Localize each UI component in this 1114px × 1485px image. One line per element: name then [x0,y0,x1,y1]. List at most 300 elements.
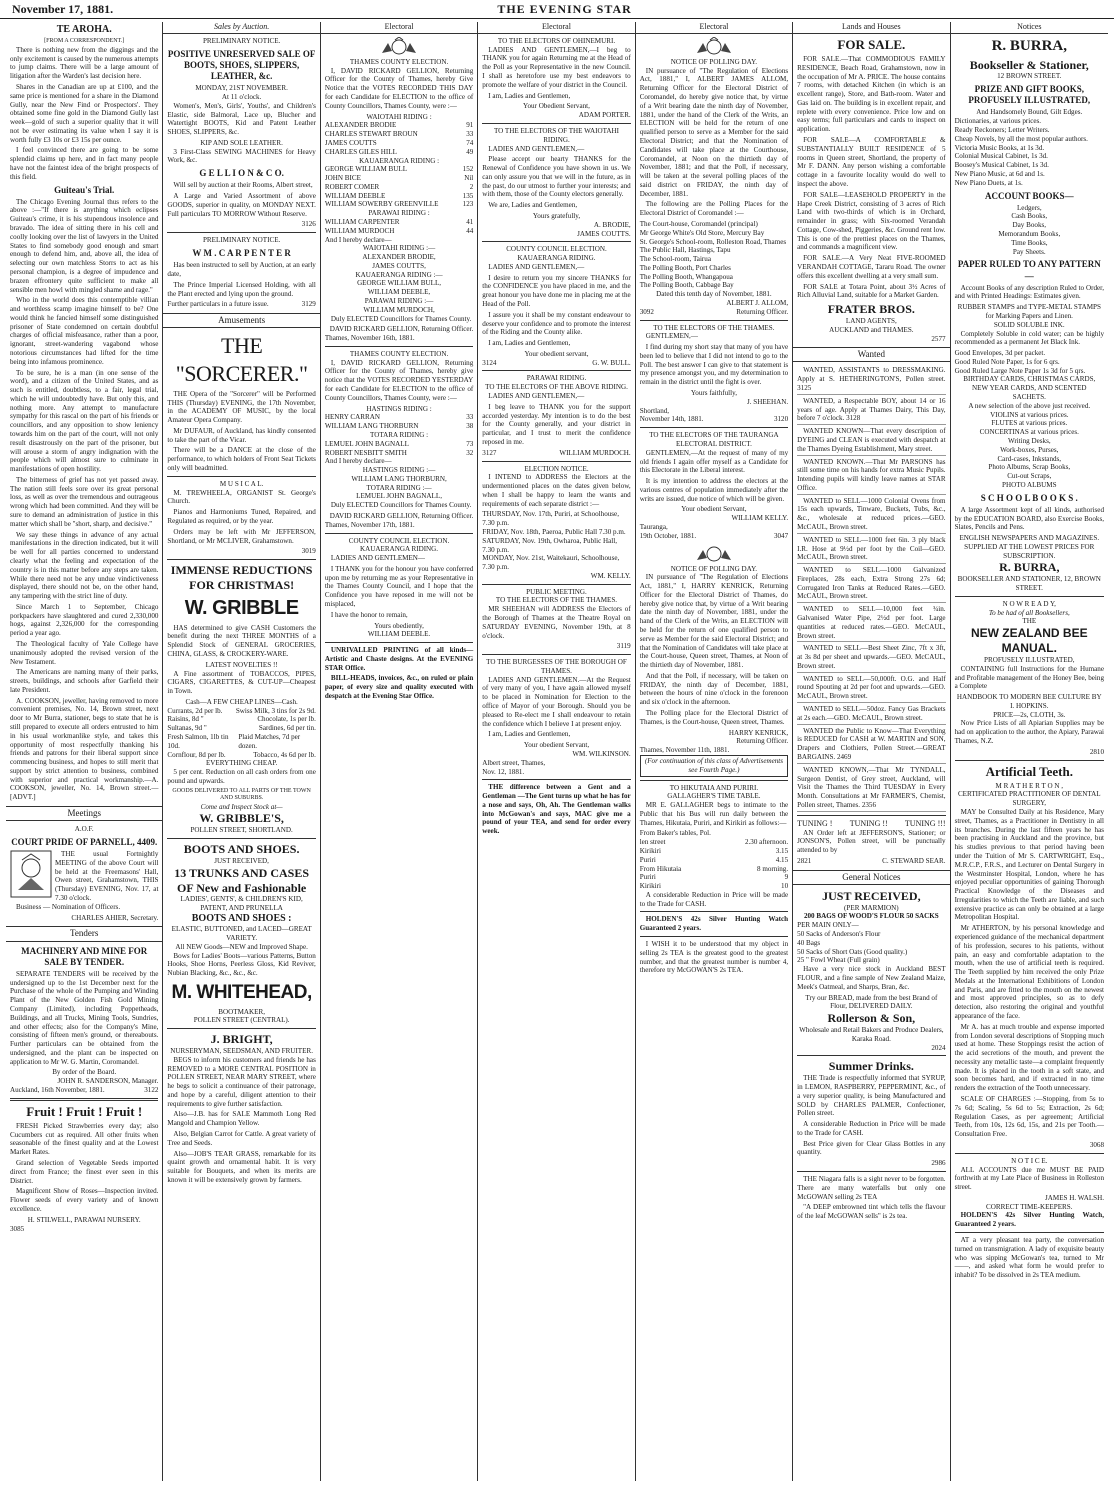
paragraph: A. COOKSON, jeweller, having removed to more convenient premises, No. 14, Brown street, next door to Mr Burra, stationer, begs to state that he is still prepared to execute all orders entrusted to him in his usual workmanlike style, and takes this opportunity of most respectfully thanking his friends and patrons for their liberal support since commencing business, and hopes to still merit that support by strict attention to business, combined with superior and practical workmanship.—A. COOKSON, jeweller, No. 14, Brown street.—[ADVT.] [10,696,159,802]
vote-row-cell: GEORGE WILLIAM BULL [324,165,408,174]
time-row [640,847,788,856]
teeth-title: Artificial Teeth. [985,763,1073,779]
time-row-cell: 4.15 [775,855,789,864]
wanted-ad: WANTED KNOWN,—That Mr TYNDALL, Surgeon Dentist, of Grey street, Auckland, will Visit the Thames the Third TUESDAY in Every Month. Consultations at Mr FARMER'S, Chemist, Pollen street, Thames. 2356 [797,766,945,812]
signature: G. W. BULL. [592,358,631,367]
time-row [640,838,788,847]
paragraph: Mr ATHERTON, by his personal knowledge and experienced guidance of the mechanical department of his profession, secures to his patients, without pain, an easy and comfortable adaptation to the mouth, when the use of artificial teeth is required. The Teeth supplied by him received the only Prize Medals at the International Exhibitions of London and Paris, and are fitted to the mouth on the newest and most approved principles, so as to defy detection, also restoring the original and youthful appearance of the face. [954,924,1104,1021]
page-date: November 17, 1881. [12,1,114,16]
paragraph: Please accept our hearty THANKS for the Renewal of Confidence you have shown in us. We can only assure you that we will in the future, as in the past, do our utmost to further your interests; and with them, those of the County electors generally. [482,155,631,199]
vote-row-cell: 91 [466,121,474,130]
address-title: COUNTY COUNCIL ELECTION. [506,245,607,254]
paragraph: LADIES AND GENTLEMEN,— [488,144,585,153]
signature: WILLIAM DEEBLE. [367,630,431,639]
elected-name: WILLIAM MURDOCH, [363,305,435,314]
riding-title: KAUAERANGA RIDING : [359,156,440,165]
book-item: New Piano Music, at 6d and 1s. [954,169,1045,178]
flour-item: 40 Bags [797,938,821,947]
text: TUNING !! [849,818,888,828]
vote-list [325,218,473,236]
text: SOLID SOLUBLE INK. [993,320,1065,329]
trunks: 13 TRUNKS AND CASES OF New and Fashionable [174,865,310,895]
section-electoral: Electoral [478,22,634,34]
elected-name: ALEXANDER BRODIE, [362,253,436,262]
polling-place: Mr George White's Old Store, Mercury Bay [639,228,765,237]
riding-title: PARAWAI RIDING. [526,374,587,383]
paragraph: THE Trade is respectfully informed that SYRUP, in LEMON, RASPBERRY, PEPPERMINT, &c., of a very superior quality, is being Manufactured and SOLD by CHARLES PALMER, Confectioner, Pollen street. [797,1074,946,1118]
text: MONDAY, 21ST NOVEMBER. [195,84,288,93]
date: Auckland, 16th November, 1881. [10,1086,105,1095]
vote-row-cell: 32 [466,448,474,457]
vote-row-cell: 74 [466,138,474,147]
desk-item: Work-boxes, Purses, [1000,445,1059,454]
signature: WILLIAM MURDOCH. [559,448,631,457]
address-title: TO THE ELECTORS OF THE THAMES. [495,596,618,605]
polling-places [640,220,788,290]
text: Albert street, Thames, [482,758,546,767]
account-item: Time Books, [1011,238,1048,247]
paragraph: There is nothing new from the diggings and the only excitement is caused by the numerous attempts to jump claims. There will be a large amount of litigation after the Warden's last decision here. [10,45,159,81]
paragraph: Have a very nice stock in Auckland BEST FLOUR, and a fine sample of New Zealand Maize, Meek's Oatmeal, and Sharps, Bran, &c. [797,965,946,991]
royal-crest-icon [693,544,735,562]
text: TUNING ! [797,818,833,828]
paragraph: GENTLEMEN,—At the request of many of my old friends I again offer myself as a Candidate for this Electorate in the Liberal interest. [639,448,789,475]
vote-row [325,218,473,227]
account-item: Pay Sheets. [1012,247,1046,256]
vote-row [325,130,473,139]
vote-row [325,183,473,192]
forsale-title: FOR SALE. [837,36,906,52]
signature: C. STEWARD SEAR. [882,856,946,865]
elected-list [325,253,473,271]
paragraph: I assure you it shall be my constant endeavour to deserve your confidence and to promote the interest of the Riding and the County alike. [482,310,631,337]
time-row-cell: Kirikiri [639,882,661,891]
price-row-cell: Raisins, 8d " [167,715,204,724]
wanted-ad: WANTED to SELL—50doz. Fancy Gas Brackets at 2s each.—GEO. McCAUL, Brown street. [797,705,945,725]
paragraph: Account Books of any description Ruled to Order, and with Printed Headings: Estimates given. [954,283,1104,301]
text: PRELIMINARY NOTICE. [202,36,281,45]
whitehead-name: M. WHITEHEAD, [171,982,312,1004]
time-row [640,873,788,882]
paragraph: SCALE OF CHARGES :—Stopping, from 5s to 7s 6d; Scaling, 5s 6d to 5s; Extraction, 2s 6d; Regulation Cases, as per agreement; Artificial Teeth, from 10s, 12s 6d, 15s, and 21s per Tooth.—Consultation Free. [954,1095,1104,1139]
ad-number: 3047 [773,531,789,540]
text: Cash—A FEW CHEAP LINES—Cash. [185,697,298,706]
vote-row-cell: 73 [466,439,474,448]
signature: JOHN R. SANDERSON, Manager. [57,1077,159,1086]
text: (PER MARMION) [844,903,899,912]
meeting-date: THURSDAY, Nov. 17th, Puriri, at Schoolhouse, 7.30 p.m. [482,510,619,528]
envelope-item: Good Envelopes, 3d per packet. [954,349,1046,358]
vote-row [325,227,473,236]
vote-row-cell: LEMUEL JOHN BAGNALL [324,439,409,448]
paragraph: We are, Ladies and Gentlemen, [488,201,578,210]
ad-number: 2821 [797,856,812,865]
text: LADIES', GENTS', & CHILDREN'S KID, PATENT, AND PRUNELLA [180,895,303,913]
riding-title: WAIOTAHI RIDING : [366,112,432,121]
bee-manual-title: NEW ZEALAND BEE MANUAL. [970,626,1088,656]
vote-row-cell: WILLIAM MURDOCH [324,226,395,235]
vote-row-cell: ROBERT COMER [324,182,380,191]
text: BOOKSELLER AND STATIONER, 12, BROWN STREET. [957,575,1101,593]
address-title: TO THE ELECTORS OF THE ABOVE RIDING. [485,383,628,392]
forester-emblem-icon [10,850,52,898]
paragraph: FRESH Picked Strawberries every day; also Cucumbers cut as required. All other fruits when seasonable of the finest quality and at the Lowest Market Rates. [10,1121,159,1157]
continuation-note: (For continuation of this class of Advertisements see Fourth Page.) [640,755,788,777]
paragraph: To be sure, he is a man (in one sense of the word), and a citizen of the United States, and as such is entitled, doubtless, to a fair, legal trial, which he will undoubtedly have. But only this, and nothing more. Any attempt to manufacture sympathy for this rascal on the part of his friends or councillors, and any opposition to show leniency towards him on the part of the court, will not only result disastrously on the part of the prisoner, but will arouse a storm of angry indignation with the people which will almost sure to culminate in manifestations of open hostility. [10,368,159,474]
time-row [640,882,788,891]
signature: J. SHEEHAN. [746,397,789,406]
time-row [640,856,788,865]
time-row-cell: Puriri [639,855,656,864]
text: AUCKLAND and THAMES. [829,325,914,334]
wanted-ad: WANTED, ASSISTANTS to DRESSMAKING. Apply at S. HETHERINGTON'S, Pollen street. 3125 [797,366,945,394]
book-item: Dictionaries, at various prices. [954,117,1042,126]
text: Yours faithfully, [690,389,737,398]
paragraph: THE Niagara falls is a sight never to be forgotten. There are many waterfalls but only one McGOWAN selling 2s TEA [797,1174,946,1201]
text: And Handsomely Bound, Gilt Edges. [976,108,1083,117]
royal-crest-icon [378,37,420,55]
paragraph: MR E. GALLAGHER begs to intimate to the Public that his Bus will run daily between the Thames, Hikutaia, Puriri, and Kirikiri as follows:— [639,801,789,827]
text: Come and Inspect Stock at— [200,802,283,811]
address-title: TO THE ELECTORS OF THE THAMES. [653,323,775,332]
section-auction: Sales by Auction. [163,22,319,34]
paragraph: AN Order left at JEFFERSON'S, Stationer; or JONSON'S, Pollen street, will be punctually attended to by [797,828,946,855]
book-item: Victoria Music Books, at 1s 3d. [954,143,1045,152]
paragraph: MAY be Consulted Daily at his Residence, Mary street, Thames, as a Practitioner in Dentistry in all its branches. During the last fifteen years he has been practising in Auckland and the province, but his studies previous to that period having been under the Tuition of Mr S. CARTWRIGHT, Esq., M.R.C.P., F.R.S., and Lecturer on Dental Surgery in the Westminster Hospital, London, where he has enjoyed peculiar opportunities of gaining Thorough Practical Knowledge of the Diseases and Irregularities to which the Teeth are liable, and such extensive practice as can only be obtained at a large Metropolitan Hospital. [954,808,1104,922]
ad-number: 3085 [10,1224,25,1233]
date: Nov. 12, 1881. [482,767,525,776]
time-row [640,865,788,874]
vote-list [325,440,473,458]
polling-place: The Polling Booth, Port Charles [639,263,731,272]
elected-list [325,279,473,297]
paragraph: Grand selection of Vegetable Seeds imported direct from France; the finest ever seen in this District. [10,1159,159,1185]
boots-title: BOOTS AND SHOES. [183,841,300,856]
ad-number: 2810 [1089,747,1104,756]
desk-item: Cut-out Scraps, [1007,472,1052,481]
text: Dated this tenth day of November, 1881. [656,290,772,299]
address-title: TO THE ELECTORS OF THE TAURANGA ELECTORAL DISTRICT. [649,431,779,448]
carpenter-name: W M . C A R P E N T E R [192,248,291,259]
text: SUPPLIED AT THE LOWEST PRICES FOR SUBSCRIPTION. [964,542,1095,560]
time-row-cell: Kirikiri [639,846,661,855]
paragraph: HOLDEN'S 42s Silver Hunting Watch Guaranteed 2 years. [639,915,789,933]
paragraph: I am, Ladies and Gentlemen, [488,339,571,348]
column-1 [6,22,163,1481]
ad-number: 2986 [931,1159,946,1168]
wanted-ad: WANTED to SELL—50,000ft. O.G. and Half round Spouting at 2d per foot and upwards.—GEO. McCAUL, Brown street. [797,675,945,703]
desk-item: Writing Desks, [1007,436,1051,445]
elected-name: GEORGE WILLIAM BULL, [357,279,442,288]
paragraph: A Fine assortment of TOBACCOS, PIPES, CIGARS, CIGARETTES, & CUT-UP—Cheapest in Town. [167,669,316,696]
vote-row-cell: JOHN BICE [324,174,361,183]
signature: JAMES COUTTS. [577,229,631,238]
paragraph: I, DAVID RICKARD GELLION, Returning Officer for the County of Thames, hereby give notice that the VOTES RECORDED YESTERDAY for each Candidate for ELECTION to the office of County Councillors, Thames County, were :— [324,358,474,402]
vote-row [325,440,473,449]
text: LAND AGENTS, [845,316,897,325]
vote-row [325,139,473,148]
text: PAPER RULED TO ANY PATTERN— [957,259,1101,281]
signature: CHARLES AHIER, Secretary. [71,913,159,922]
section-electoral: Electoral [636,22,792,34]
vote-row-cell: Nil [464,174,474,183]
text: Returning Officer. [736,737,789,746]
bookseller: Bookseller & Stationer, [969,57,1089,72]
vote-row-cell: CHARLES STEWART BROUN [324,130,418,139]
book-list [955,117,1104,187]
aroha-title: TE AROHA. [56,24,112,35]
ad-number: 2577 [931,334,946,343]
vote-row [325,413,473,422]
desk-item: Photo Albums, Scrap Books, [988,463,1071,472]
text: And I hereby declare— [324,235,392,244]
vote-row-cell: 38 [466,422,474,431]
vote-row-cell: ALEXANDER BRODIE [324,121,397,130]
dateline [10,1086,158,1095]
paragraph: The Theological faculty of Yale College have unanimously adopted the revised version of the New Testament. [10,639,159,666]
price-row-cell: Plaid Matches, 7d per dozen. [238,732,301,750]
notice-title: NOTICE OF POLLING DAY. [670,564,758,573]
text: Try our BREAD, made from the best Brand of Flour, DELIVERED DAILY. [805,993,938,1011]
paragraph: Has been instructed to sell by Auction, at an early date, [167,261,316,278]
machinery-title: MACHINERY AND MINE FOR SALE BY TENDER. [21,945,148,967]
wanted-ad: WANTED to SELL—10,000 feet ¾in. Galvanised Water Pipe, 2½d per foot. Large quantities at reduced rates.—GEO. McCAUL, Brown street. [797,605,945,642]
paragraph: 3 First-Class SEWING MACHINES for Heavy Work, &c. [167,147,316,165]
time-row-cell: 3.15 [775,846,789,855]
column-4 [478,22,635,1481]
paragraph: LADIES AND GENTLEMEN,—I beg to THANK you for again Returning me at the Head of the Poll as your Representative in the new Council. I shall as heretofore use my best endeavors to promote the welfare of your district in the Council. [482,45,631,89]
polling-place: The Court-house, Coromandel (principal) [639,219,758,228]
ad-number: 2024 [931,1043,946,1052]
sorcerer-title: THE "SORCERER." [175,333,308,386]
wanted-ad: WANTED KNOWN—That every description of DYEING and CLEAN is executed with despatch at the Thames Dyeing Establishment, Mary street. [797,427,945,455]
address-title: TO HIKUTAIA AND PURIRI. [669,783,759,792]
notice-title: N O T I C E. [1011,1156,1048,1165]
parnell-block [10,850,158,903]
musical-title: M U S I C A L. [219,479,264,488]
time-row-cell: 8 morning. [757,864,789,873]
sale-title: POSITIVE UNRESERVED SALE OF BOOTS, SHOES, SLIPPERS, LEATHER, &c. [167,48,316,81]
vote-row-cell: 44 [466,226,474,235]
price-row [167,751,315,760]
text: PROFUSELY ILLUSTRATED, [984,656,1075,664]
paragraph: Also—JOB'S TEAR GRASS, remarkable for its quaint growth and ornamental habit. It is very suitable for Bouquets, and when its merits are known it will be extensively grown by farmers. [167,1149,316,1184]
paragraph: UNRIVALLED PRINTING of all kinds—Artistic and Chaste designs. At the EVENING STAR Office. [324,646,474,672]
notice-title: PUBLIC MEETING. [526,587,587,596]
wanted-ad: WANTED, a Respectable BOY, about 14 or 16 years of age. Apply at Thames Dairy, This Day, before 7 o'clock. 3128 [797,397,945,425]
date: November 14th, 1881. [639,415,704,424]
text: BOOTMAKER, [218,1007,265,1016]
section-electoral: Electoral [321,22,477,34]
paragraph: Also, Belgian Carrot for Cattle. A great variety of Tree and Seeds. [167,1130,316,1147]
paragraph: Duly ELECTED Councillors for Thames County. [330,314,472,323]
aroha-sub: [FROM A CORRESPONDENT.] [44,38,125,45]
price-table [167,707,315,760]
paragraph: IN pursuance of "The Regulation of Elections Act, 1881," I, HARRY KENRICK, Returning Officer for the Electoral District of Thames, do hereby give notice that, by virtue of a Writ bearing date the ninth day of November, 1881, under the hand of the Clerk of the Writs, an ELECTION will be held for the return of one qualified person to serve as Member for the said Electoral District; and that the Nomination of Candidates will take place at the Court-house, Queen street, Thames, at Noon of the thirtieth day of November, 1881. [639,573,789,670]
burra-name: R. BURRA, [991,37,1067,54]
election-title: COUNTY COUNCIL ELECTION. [348,536,450,545]
wanted-ad: WANTED to SELL—1000 Colonial Ovens from 15s each upwards, Tinware, Buckets, Tubs, &c., &c., wholesale at reduced prices.—GEO. McCAUL, Brown street. [797,497,945,534]
text: VIOLINS at various prices. [990,410,1069,419]
newspaper-title: THE EVENING STAR [497,1,632,16]
section-meetings: Meetings [6,806,162,821]
aof-label: A.O.F. [74,825,94,834]
paragraph: LADIES AND GENTLEMEN— [330,554,426,563]
guiteau-title: Guiteau's Trial. [54,184,115,195]
paragraph: Since March 1 to September, Chicago porkpackers have slaughtered and cured 2,330,000 hogs, against 2,326,000 for the corresponding period a year ago. [10,602,159,638]
paragraph: I feel convinced there are going to be some splendid claims up here, and in fact many people have not the faintest idea of the bright prospects of this field. [10,146,159,181]
wanted-ad: WANTED to SELL—1000 Galvanized Fireplaces, 28s each, Extra Strong 27s 6d; Corrugated Iron Tanks at Reduced Rates.—GEO. McCAUL, Brown street. [797,566,945,603]
paragraph: The Americans are naming many of their parks, streets, buildings, and schools after Garfield their late President. [10,668,159,694]
paragraph: Will sell by auction at their Rooms, Albert street, [173,181,313,190]
text: PRELIMINARY NOTICE. [202,236,281,245]
text: At 11 o'clock. [221,92,262,101]
desk-list [955,437,1104,481]
masthead [0,0,1114,19]
meeting-date: SATURDAY, Nov. 19th, Owharoa, Public Hall, 7.30 p.m. [482,536,617,554]
section-tenders: Tenders [6,926,162,941]
fruit-title: Fruit ! Fruit ! Fruit ! [26,1103,143,1119]
address-title: TO THE BURGESSES OF THE BOROUGH OF THAMES. [486,658,627,675]
polling-place: St. George's School-room, Rolleston Road, Thames [639,237,787,246]
paragraph: Orders may be left with Mr JEFFERSON, Shortland, or Mr MCLIVER, Grahamstown. [167,527,316,545]
flour-list [797,921,945,965]
polling-place: The Public Hall, Hastings, Tapu [639,246,731,255]
paragraph: Completely Soluble in cold water; can be highly recommended as a permanent Jet Black Ink. [954,329,1104,347]
polling-place: The Polling Booth, Cabbage Bay [639,281,734,290]
price-row [167,733,315,751]
paragraph: I am, Ladies and Gentlemen, [488,91,571,100]
time-row-cell: 9 [784,873,789,882]
paragraph: I WISH it to be understood that my object in selling 2s TEA is the greatest good to the greatest number, and that the greatest number is number 4, therefore try McGOWAN'S 2s TEA. [639,940,789,975]
text: PRIZE AND GIFT BOOKS, PROFUSELY ILLUSTRATED, [968,84,1091,106]
notice-title: ELECTION NOTICE. [524,464,589,473]
text: S C H O O L B O O K S . [980,492,1078,503]
price-row-cell: Cornflour, 8d per lb. [167,750,226,759]
paragraph: The following are the Polling Places for the Electoral District of Coromandel :— [639,200,789,218]
paragraph: It is my intention to address the electors at the various centres of population immediately after the writs are issued, due notice of which will be given. [639,477,789,503]
vote-list [325,121,473,156]
paragraph: A large Assortment kept of all kinds, authorised by the EDUCATION BOARD, also Exercise Books, Slates, Pencils and Pens. [954,505,1104,532]
summer-title: Summer Drinks. [828,1059,914,1074]
paragraph: LADIES AND GENTLEMEN,— [488,392,585,401]
ad-number: 3019 [301,547,316,556]
text: GOODS DELIVERED TO ALL PARTS OF THE TOWN AND SUBURBS. [172,787,311,802]
paragraph: THE difference between a Gent and a Gentleman —The Gent turns up what he has for a nose and says, Oh, Ah. The Gentleman walks into McGowan's and says, MAC give me a pound of your TEA, and send for order every week. [482,783,631,836]
vote-row-cell: WILLIAM CARPENTER [324,217,400,226]
paragraph: BEGS to inform his customers and friends he has REMOVED to a MORE CENTRAL POSITION in POLLEN STREET, NEAR MARY STREET, where he begs to solicit a continuance of their patronage, and hope by a careful, diligent attention to their requirements to give further satisfaction. [167,1055,316,1108]
signature: DAVID RICKARD GELLION, Returning Officer. [329,511,474,520]
signature: WM. WILKINSON. [572,749,631,758]
text: 12 BROWN STREET. [997,72,1062,81]
paragraph: THE Opera of the "Sorcerer" will be Performed THIS (Thursday) EVENING, the 17th November, in the ACADEMY OF MUSIC, by the local Amateur Opera Company. [167,389,316,425]
paragraph: I find during my short stay that many of you have been led to believe that I did not intend to go to the Poll. The best answer I can give to that statement is my presence amongst you, and my determination to remain in the district until the fight is over. [639,343,789,387]
address-title: TO THE ELECTORS OF OHINEMURI. [497,36,616,45]
riding-title: TOTARA RIDING : [370,430,429,439]
column-2 [163,22,320,1481]
vote-row [325,174,473,183]
text: TUNING !!! [904,818,946,828]
column-5 [636,22,793,1481]
riding-title: HASTINGS RIDING : [366,404,432,413]
text: LATEST NOVELTIES !! [205,660,278,669]
paragraph: LADIES AND GENTLEMEN,— [488,262,585,271]
text: And I hereby declare— [324,457,392,466]
paragraph: The Polling place for the Electoral District of Thames, is the Court-house, Queen street, Thames. [639,709,789,726]
wanted-list [797,366,945,811]
ad-number: 3126 [301,220,316,229]
paragraph: FOR SALE at Totara Point, about 3½ Acres of Rich Alluvial Land, suitable for a Market Garden. [797,282,946,300]
section-notices: Notices [951,22,1108,34]
time-row-cell: 2.30 afternoon. [744,838,789,847]
paragraph: AT a very pleasant tea party, the conversation turned on transmigration. A lady of exquisite beauty who was sipping McGowan's tea, turned to Mr ——, and asked what form he would prefer to inhabit? To be dissolved in 2s TEA medium. [954,1235,1104,1280]
paragraph: A considerable Reduction in Price will be made to the Trade for CASH. [797,1120,946,1137]
column-6 [793,22,950,1481]
signature: WILLIAM KELLY. [731,514,789,523]
riding-title: KAUAERANGA RIDING. [360,545,439,554]
price-row-cell: Sardines, 6d per tin. [258,724,316,733]
ad-number: 3068 [1089,1140,1104,1149]
paragraph: The bitterness of grief has not yet passed away. The nation still feels sore over its great personal loss, as well as over the tremendous and outrageous wrong which had been committed. And they will be sure to demand an administration of justice in this matter which shall be "short, sharp, and decisive." [10,475,159,528]
text: BOOTS AND SHOES : [191,912,292,924]
paragraph: I am, Ladies and Gentlemen, [488,730,571,739]
text: LEMUEL JOHN BAGNALL, [356,492,442,501]
paragraph: SEPARATE TENDERS will be received by the undersigned up to the 1st December next for the Purchase of the whole of the Pumping and Winding Plant of the New Golden Fish Gold Mining Company (Limited), including Poppetheads, Buildings, and all Trucks, Mining Tools, Sundries, and other effects; also for the Company's Mine, consisting of fifteen men's ground, or thereabouts. Further particulars can be obtained from the undersigned, and the plant can be inspected on application to Mr W. G. Martin, Coromandel. [10,969,159,1066]
meeting-dates [482,510,630,571]
paragraph: FOR SALE.—That COMMODIOUS FAMILY RESIDENCE, Beach Road, Grahamstown, now in the occupation of Mr A. PRICE. The house contains 7 rooms, with detached Kitchen (in which is an excellent range), Store, and Bath-room. Water and Gas laid on. The building is in excellent repair, and replete with every convenience. Price low and on easy terms; full particulars and cards to inspect on application. [797,55,946,134]
paragraph: A considerable Reduction in Price will be made to the Trade for CASH. [639,890,789,908]
text: WAIOTAHI RIDING :— [362,244,436,253]
book-item: Cheap Novels, by all the most popular authors. [954,134,1088,143]
flour-item: 25 " Fowl Wheat (Full grain) [797,956,880,965]
text: From Baker's tables, Pol. [639,829,711,838]
ad-number: 3122 [144,1086,159,1095]
text: PHOTO ALBUMS [1002,480,1057,489]
text: FLUTES at various prices. [991,419,1068,428]
text: GALLAGHER'S TIME TABLE. [667,792,761,801]
signature: WM. KELLY. [590,571,631,580]
ad-number: 3127 [482,448,497,457]
paragraph: BILL-HEADS, invoices, &c., on ruled or plain paper, of every size and quality executed with despatch at the Evening Star Office. [324,674,474,701]
paragraph: THE usual Fortnightly MEETING of the above Court will be held at the Freemasons' Hall, Owen street, Grahamstown, THIS (Thursday) EVENING, Nov. 17, at 7.30 o'clock. [55,850,159,903]
polling-place: The Polling Booth, Whangapoua [639,272,733,281]
account-item: Ledgers, [1016,203,1042,212]
text: N O W R E A D Y, [1002,599,1056,608]
text: JUST RECEIVED, [214,856,269,865]
text: NURSERYMAN, SEEDSMAN, AND FRUITER. [170,1047,313,1056]
text: ENGLISH NEWSPAPERS AND MAGAZINES. [959,534,1100,543]
text: TOTARA RIDING :— [366,483,432,492]
ad-number: 3129 [301,300,316,309]
flour-item: 50 Sacks of Short Oats (Good quality.) [797,947,908,956]
text: EVERYTHING CHEAP. [205,759,278,768]
gribbles: W. GRIBBLE'S, [199,811,284,826]
flour-item: PER MAIN ONLY— [797,921,859,930]
vote-row-cell: ROBERT NESBITT SMITH [324,448,407,457]
paragraph: The Prince Imperial Licensed Holding, with all the Plant erected and lying upon the ground. [167,280,316,298]
account-list [955,204,1104,257]
vote-row [325,449,473,458]
paragraph: LADIES AND GENTLEMEN.—At the Request of very many of you, I have again allowed myself to be placed in Nomination for Election to the office of Mayor of your Borough. Should you be pleased to Re-elect me I shall endeavour to retain the confidence which I believe I at present enjoy. [482,675,631,728]
flour-item: 50 Sacks of Anderson's Flour [797,930,881,939]
columns [6,22,1108,1481]
text: RUBBER STAMPS and TYPE-METAL STAMPS for Marking Papers and Linen. [957,303,1101,320]
ad-number: 3119 [616,642,631,651]
date: 19th October, 1881. [639,531,697,540]
envelope-item: Good Ruled Large Note Paper 1s 3d for 5 qrs. [954,366,1086,375]
account-item: Memorandum Books, [998,230,1061,238]
date: Thames, November 11th, 1881. [639,746,730,755]
